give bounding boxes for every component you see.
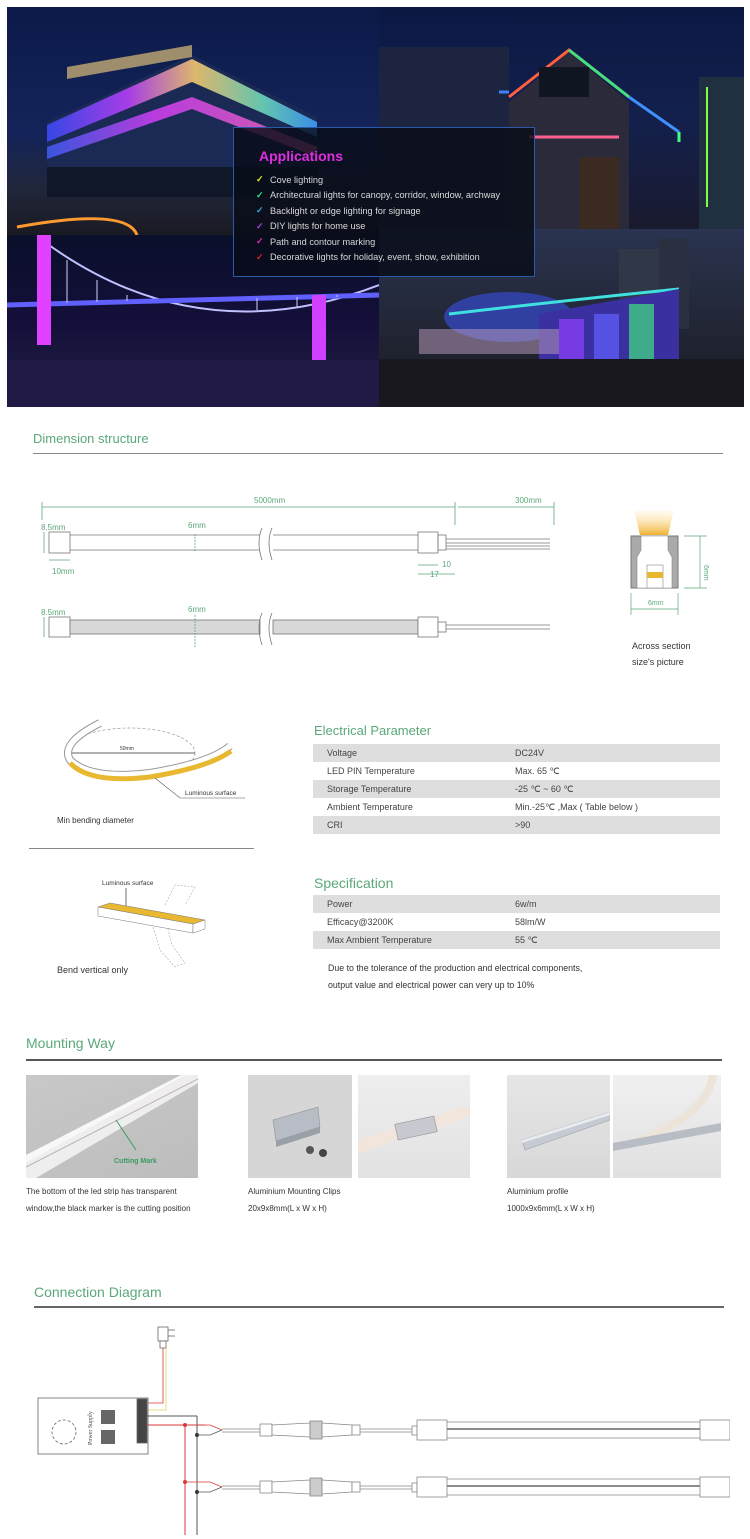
application-item (256, 188, 500, 204)
caption-line: 20x9x8mm(L x W x H) (248, 1204, 327, 1213)
electrical-table (313, 744, 720, 834)
caption-line: size's picture (632, 657, 684, 667)
applications-title: Applications (259, 148, 344, 164)
dimension-drawing (30, 490, 570, 660)
caption-line: 1000x9x6mm(L x W x H) (507, 1204, 595, 1213)
cross-section-drawing (610, 505, 720, 625)
mounting-caption-cutting (26, 1183, 191, 1217)
connection-title: Connection Diagram (34, 1284, 162, 1300)
cross-width-label: 6mm (648, 600, 664, 607)
param-value: Min.-25℃ ,Max ( Table below ) (515, 801, 638, 812)
diameter-label: 50mm (120, 746, 134, 752)
section-divider (29, 848, 254, 849)
check-icon: ✓ (256, 174, 264, 185)
application-text: Architectural lights for canopy, corridor, window, archway (270, 190, 501, 201)
end-height-label: 8.5mm (41, 523, 66, 532)
application-text: Cove lighting (270, 174, 324, 185)
profile-installed-photo (613, 1075, 721, 1178)
param-key: Efficacy@3200K (327, 917, 394, 927)
mounting-title: Mounting Way (26, 1035, 115, 1051)
mounting-clip-photo (248, 1075, 352, 1178)
table-row (313, 816, 720, 834)
plug-10-label: 10 (442, 560, 451, 569)
power-supply-label: Power Supply (88, 1411, 94, 1445)
param-value: 55 ℃ (515, 934, 538, 945)
application-item (256, 219, 500, 235)
param-value: 58lm/W (515, 917, 546, 927)
param-key: Power (327, 899, 353, 909)
param-key: CRI (327, 820, 343, 830)
param-key: Ambient Temperature (327, 802, 413, 812)
light-beam (634, 510, 674, 535)
strip-top-view (44, 528, 550, 574)
application-item (256, 250, 500, 266)
strip-branch-2 (185, 1477, 730, 1497)
application-item (256, 172, 500, 188)
check-icon: ✓ (256, 220, 264, 231)
section-divider (34, 1306, 724, 1308)
strip-side-view (44, 613, 550, 648)
table-row (313, 913, 720, 931)
caption-line: Across section (632, 641, 691, 651)
vertical-luminous-label: Luminous surface (102, 880, 154, 887)
param-key: LED PIN Temperature (327, 766, 415, 776)
applications-panel (233, 127, 535, 277)
aluminium-profile-photo (507, 1075, 610, 1178)
dimension-title: Dimension structure (33, 431, 149, 446)
electrical-title: Electrical Parameter (314, 723, 432, 738)
strip-height-label: 6mm (188, 521, 206, 530)
power-plug (158, 1327, 175, 1348)
caption-line: Aluminium Mounting Clips (248, 1187, 341, 1196)
table-row (313, 798, 720, 816)
check-icon: ✓ (256, 236, 264, 247)
cutting-mark-label: Cutting Mark (114, 1158, 157, 1165)
param-key: Storage Temperature (327, 784, 412, 794)
application-text: Decorative lights for holiday, event, show, exhibition (270, 252, 480, 263)
cross-height-label: 6mm (702, 565, 709, 581)
table-row (313, 931, 720, 949)
section-divider (33, 453, 723, 454)
min-bending-drawing (60, 718, 260, 803)
table-row (313, 762, 720, 780)
luminous-surface-label: Luminous surface (185, 790, 237, 797)
table-row (313, 895, 720, 913)
lead-length-label: 300mm (515, 496, 542, 505)
application-item (256, 203, 500, 219)
bend-vertical-drawing (90, 875, 220, 975)
strip-height-2-label: 6mm (188, 605, 206, 614)
plug-17-label: 17 (430, 570, 439, 579)
applications-list (256, 172, 500, 265)
note-line: output value and electrical power can very up to 10% (328, 980, 535, 990)
caption-line: The bottom of the led strip has transparent (26, 1187, 177, 1196)
caption-line: window,the black marker is the cutting position (26, 1204, 191, 1213)
specification-title: Specification (314, 875, 394, 891)
total-length-label: 5000mm (254, 496, 286, 505)
param-value: Max. 65 ℃ (515, 765, 560, 776)
clip-installed-photo (358, 1075, 470, 1178)
param-value: >90 (515, 820, 531, 830)
param-value: DC24V (515, 748, 545, 758)
section-divider (26, 1059, 722, 1061)
param-value: 6w/m (515, 899, 537, 909)
cutting-mark-photo (26, 1075, 198, 1178)
param-key: Voltage (327, 748, 358, 758)
mounting-caption-clips (248, 1183, 340, 1217)
mounting-caption-profile (507, 1183, 595, 1217)
specification-table (313, 895, 720, 949)
application-text: Path and contour marking (270, 236, 376, 247)
application-text: DIY lights for home use (270, 221, 366, 232)
hero-banner (7, 7, 744, 407)
min-bending-caption: Min bending diameter (57, 816, 134, 825)
param-value: -25 ℃ ~ 60 ℃ (515, 783, 574, 794)
bend-vertical-caption: Bend vertical only (57, 965, 129, 975)
cross-section-caption (632, 638, 691, 670)
caption-line: Aluminium profile (507, 1187, 569, 1196)
check-icon: ✓ (256, 251, 264, 262)
note-line: Due to the tolerance of the production and electrical components, (328, 963, 583, 973)
application-item (256, 234, 500, 250)
end-height-2-label: 8.5mm (41, 608, 66, 617)
strip-branch-1 (185, 1420, 730, 1440)
table-row (313, 744, 720, 762)
check-icon: ✓ (256, 205, 264, 216)
end-width-label: 10mm (52, 567, 75, 576)
tolerance-note (328, 960, 582, 994)
param-key: Max Ambient Temperature (327, 935, 432, 945)
connection-drawing (30, 1315, 730, 1535)
check-icon: ✓ (256, 189, 264, 200)
table-row (313, 780, 720, 798)
application-text: Backlight or edge lighting for signage (270, 205, 421, 216)
